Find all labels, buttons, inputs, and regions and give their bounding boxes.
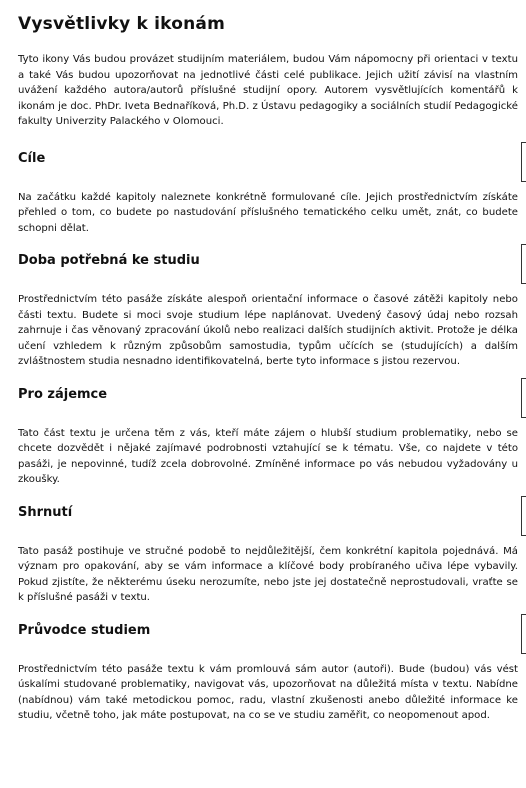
interest-icon	[521, 378, 526, 418]
section-heading: Pro zájemce	[18, 386, 108, 402]
section-heading: Doba potřebná ke studiu	[18, 253, 200, 268]
document-page	[18, 14, 518, 724]
section-text: Prostřednictvím této pasáže získáte alespoň orientační informace o časové zátěži kapitoly nebo části textu. Budete si moci svoje studium lépe naplánovat. Uvedený časový údaj nebo rozsah zahrnuje i čas věnovaný zpracování úkolů nebo realizaci dalších studijních aktivit. Protože je délka učení vzhledem k různým způsobům samostudia, typům učících se (studujících) a dalším zvláštnostem studia nesnadno identifikovatelná, berte tyto informace s jistou rezervou.	[18, 294, 518, 367]
guide-icon	[521, 614, 526, 654]
section-heading: Průvodce studiem	[18, 622, 151, 638]
section-doba	[18, 252, 518, 370]
cile-icon	[521, 142, 526, 182]
intro-paragraph: Tyto ikony Vás budou provázet studijním materiálem, budou Vám nápomocny při orientaci v textu a také Vás budou upozorňovat na jednotlivé části celé publikace. Jejich užití závisí na vlastním uvážení každého autora/autorů příslušné studijní opory. Autorem vysvětlujících komentářů k ikonám je doc. PhDr. Iveta Bednaříková, Ph.D. z Ústavu pedagogiky a sociálních studií Pedagogické fakulty Univerzity Palackého v Olomouci.	[18, 54, 518, 127]
page-title: Vysvětlivky k ikonám	[18, 14, 226, 34]
clock-icon	[521, 244, 526, 284]
section-cile	[18, 150, 518, 237]
section-text: Tato část textu je určena těm z vás, kteří máte zájem o hlubší studium problematiky, nebo se chcete dozvědět i nějaké zajímavé podrobnosti vztahující se k tématu. Vše, co najdete v této pasáži, je nepovinné, tudíž zcela dobrovolné. Zmíněné informace po vás nebudou vyžadovány u zkoušky.	[18, 427, 518, 485]
section-text: Tato pasáž postihuje ve stručné podobě to nejdůležitější, čem konkrétní kapitola pojednává. Má význam pro opakování, aby se vám informace a klíčové body probíraného učiva lépe vybavily. Pokud zjistíte, že některému úseku nerozumíte, nebo jste jej dostatečně neprostudovali, vraťte se k příslušné pasáži v textu.	[18, 545, 518, 603]
summary-icon	[521, 496, 526, 536]
section-text: Na začátku každé kapitoly naleznete konkrétně formulované cíle. Jejich prostřednictvím získáte přehled o tom, co budete po nastudování příslušného tematického celku umět, znát, co budete schopni dělat.	[18, 191, 518, 234]
section-heading: Shrnutí	[18, 504, 73, 520]
section-shrnuti	[18, 504, 518, 606]
section-pruvodce	[18, 622, 518, 724]
section-zajemce	[18, 386, 518, 488]
section-heading: Cíle	[18, 150, 46, 166]
section-text: Prostřednictvím této pasáže textu k vám promlouvá sám autor (autoři). Bude (budou) vás vést úskalími studované problematiky, navigovat vás, upozorňovat na důležitá místa v textu. Nabídne (nabídnou) vám také metodickou pomoc, radu, vlastní zkušenosti anebo důležité informace ke studiu, včetně toho, jak máte postupovat, na co se ve studiu zaměřit, co neopomenout apod.	[18, 663, 518, 721]
